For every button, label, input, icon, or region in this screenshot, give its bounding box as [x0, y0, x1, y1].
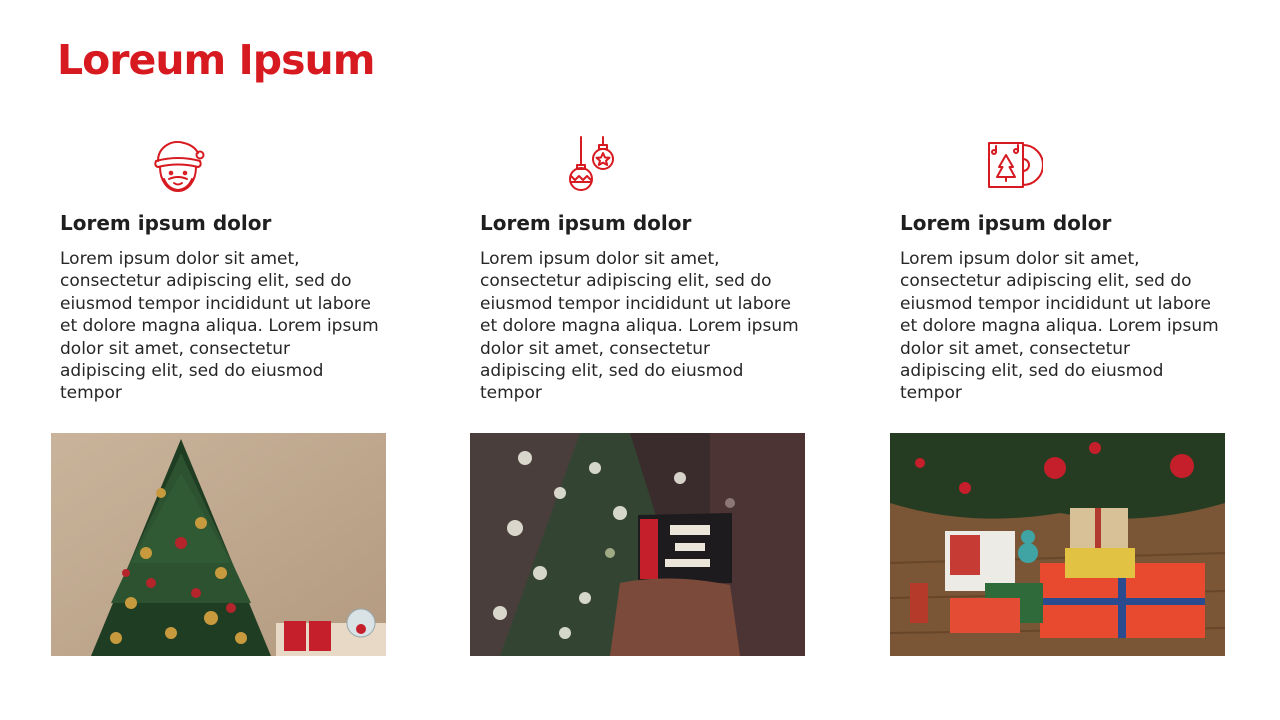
santa-face-icon — [148, 135, 208, 197]
presents-under-tree-photo — [890, 433, 1225, 656]
column-heading: Lorem ipsum dolor — [480, 211, 692, 235]
column-body-text: Lorem ipsum dolor sit amet, consectetur adipiscing elit, sed do eiusmod tempor incididunt ut labore et dolore magna aliqua. Lorem ipsum dolor sit amet, consectetur adipiscing elit, sed do eiusmod tempor — [480, 249, 799, 404]
christmas-music-album-icon — [983, 135, 1043, 197]
christmas-tree-photo — [51, 433, 386, 656]
column-body-text: Lorem ipsum dolor sit amet, consectetur adipiscing elit, sed do eiusmod tempor incididunt ut labore et dolore magna aliqua. Lorem ipsum dolor sit amet, consectetur adipiscing elit, sed do eiusmod tempor — [900, 249, 1219, 404]
joy-gift-box-photo — [470, 433, 805, 656]
christmas-ornaments-icon — [563, 135, 623, 197]
column-body-text: Lorem ipsum dolor sit amet, consectetur adipiscing elit, sed do eiusmod tempor incididunt ut labore et dolore magna aliqua. Lorem ipsum dolor sit amet, consectetur adipiscing elit, sed do eiusmod tempor — [60, 249, 379, 404]
column-heading: Lorem ipsum dolor — [900, 211, 1112, 235]
slide-title: Loreum Ipsum — [57, 36, 375, 84]
column-heading: Lorem ipsum dolor — [60, 211, 272, 235]
